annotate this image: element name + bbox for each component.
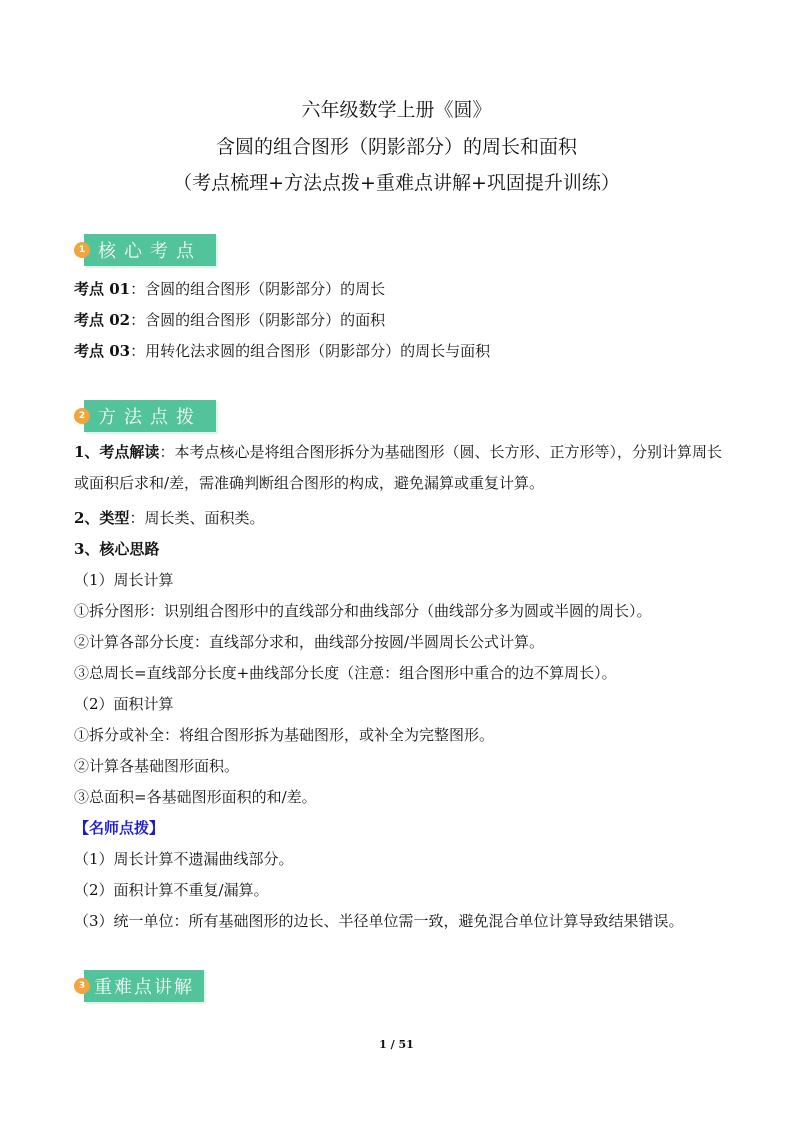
method-paragraph-2 — [74, 507, 264, 529]
doc-subtitle-scope: （考点梳理+方法点拨+重难点讲解+巩固提升训练） — [173, 172, 620, 194]
paragraph-text: ：本考点核心是将组合图形拆分为基础图形（圆、长方形、正方形等），分别计算周长或面积后求和/差，需准确判断组合图形的构成，避免漏算或重复计算。 — [74, 443, 722, 492]
section-header-key-difficulties — [74, 969, 204, 1003]
section-title: 重难点讲解 — [84, 970, 204, 1002]
teacher-tip-item: （2）面积计算不重复/漏算。 — [74, 881, 269, 899]
teacher-tip-label: 【名师点拨】 — [74, 819, 165, 837]
method-item: ①拆分图形：识别组合图形中的直线部分和曲线部分（曲线部分多为圆或半圆的周长）。 — [74, 602, 652, 620]
page-number: 1 / 51 — [379, 1038, 414, 1051]
method-item: ③总周长=直线部分长度+曲线部分长度（注意：组合图形中重合的边不算周长）。 — [74, 664, 617, 682]
doc-title: 六年级数学上册《圆》 — [301, 99, 492, 121]
kaodian-item-3 — [74, 340, 490, 362]
section-header-methods — [74, 399, 216, 433]
kaodian-text: ：含圆的组合图形（阴影部分）的面积 — [130, 311, 386, 329]
paragraph-text: ：周长类、面积类。 — [129, 509, 265, 527]
paragraph-label: 1、考点解读 — [74, 443, 160, 461]
kaodian-item-2 — [74, 309, 385, 331]
kaodian-prefix: 考点 02 — [74, 311, 131, 329]
method-item: ②计算各基础图形面积。 — [74, 757, 240, 775]
kaodian-text: ：用转化法求圆的组合图形（阴影部分）的周长与面积 — [130, 342, 491, 360]
section-number-badge: 1 — [74, 242, 90, 258]
kaodian-text: ：含圆的组合图形（阴影部分）的周长 — [130, 280, 386, 298]
kaodian-prefix: 考点 01 — [74, 280, 131, 298]
section-number-badge: 2 — [74, 408, 90, 424]
section-title: 核心考点 — [84, 234, 216, 266]
method-item: ③总面积=各基础图形面积的和/差。 — [74, 788, 317, 806]
method-item: （2）面积计算 — [74, 695, 174, 713]
method-item: ①拆分或补全：将组合图形拆为基础图形，或补全为完整图形。 — [74, 726, 495, 744]
paragraph-label: 2、类型 — [74, 509, 130, 527]
section-title: 方法点拨 — [84, 400, 216, 432]
teacher-tip-item: （3）统一单位：所有基础图形的边长、半径单位需一致，避免混合单位计算导致结果错误。 — [74, 912, 684, 930]
kaodian-item-1 — [74, 278, 385, 300]
section-number-badge: 3 — [74, 978, 90, 994]
teacher-tip-item: （1）周长计算不遗漏曲线部分。 — [74, 850, 294, 868]
method-item: （1）周长计算 — [74, 571, 174, 589]
method-item: ②计算各部分长度：直线部分求和，曲线部分按圆/半圆周长公式计算。 — [74, 633, 545, 651]
kaodian-prefix: 考点 03 — [74, 342, 131, 360]
section-header-core-points — [74, 233, 216, 267]
doc-subtitle: 含圆的组合图形（阴影部分）的周长和面积 — [215, 136, 577, 158]
method-paragraph-1 — [74, 437, 722, 499]
method-paragraph-3-label: 3、核心思路 — [74, 540, 160, 558]
